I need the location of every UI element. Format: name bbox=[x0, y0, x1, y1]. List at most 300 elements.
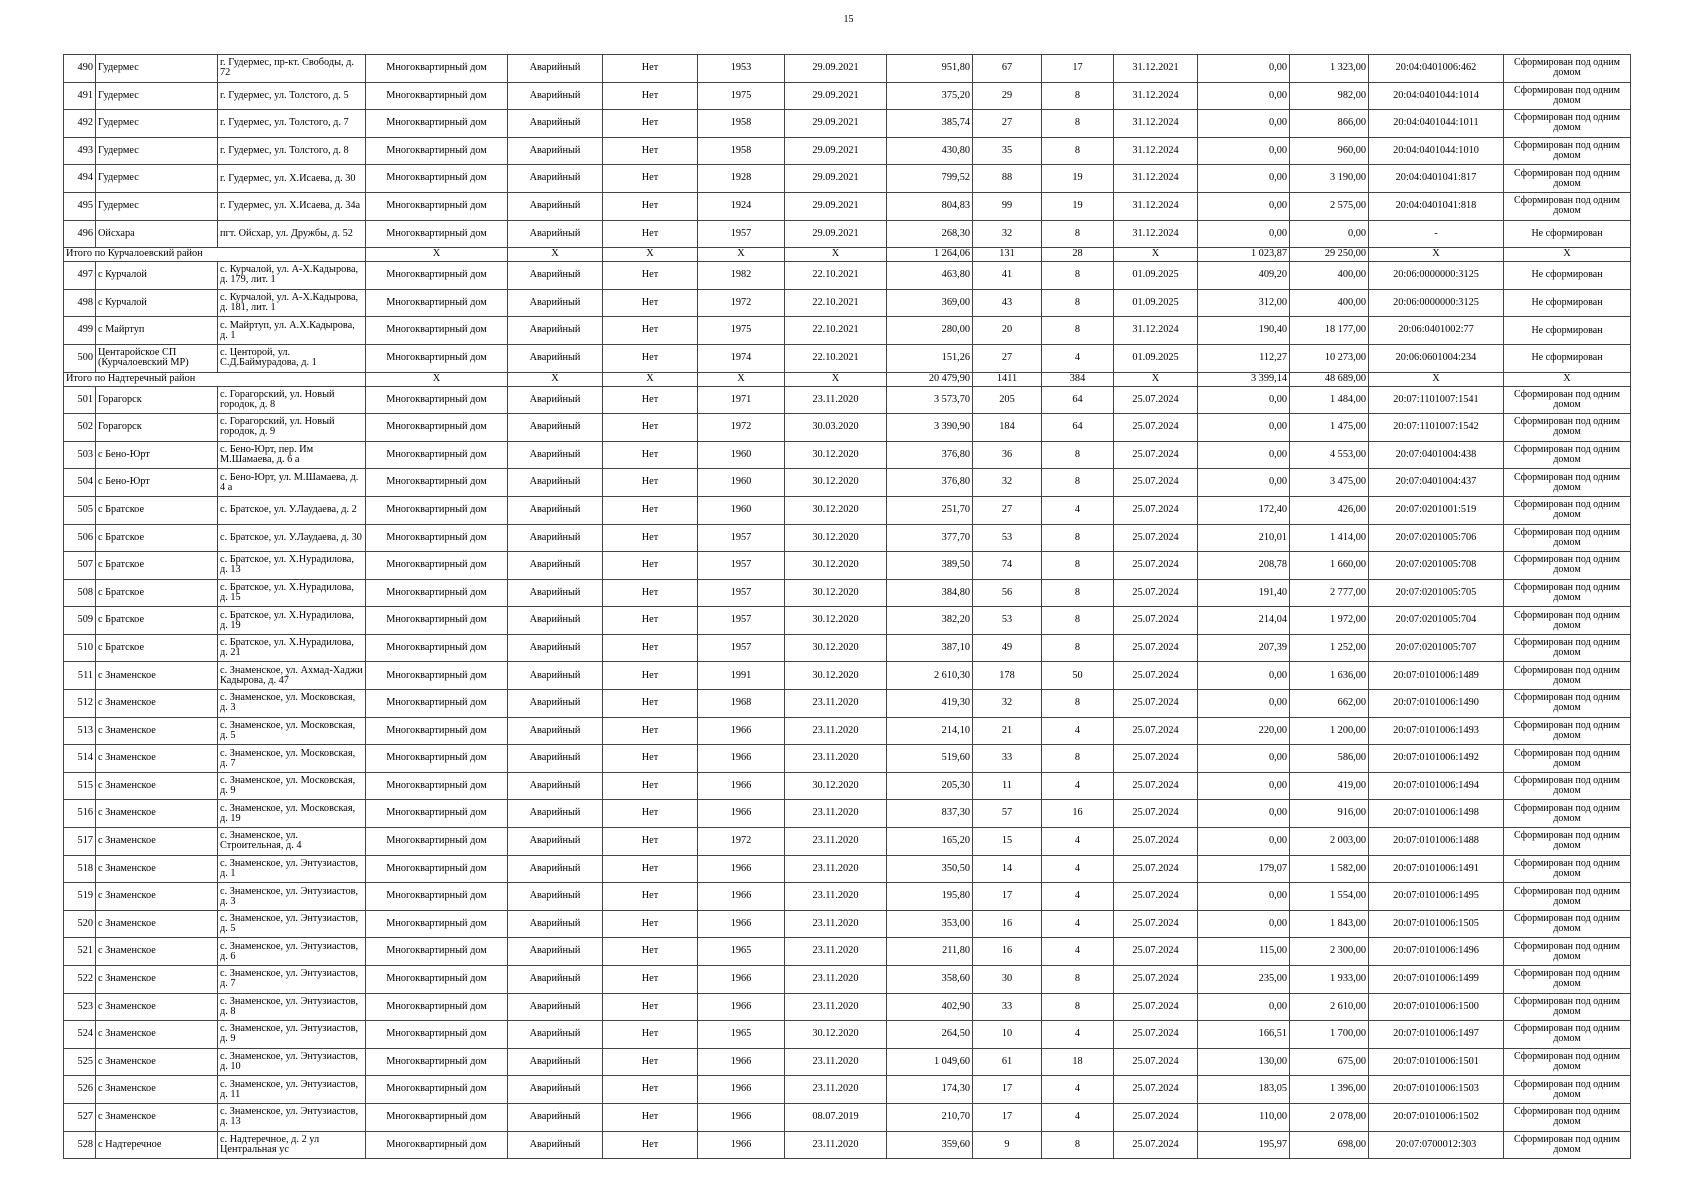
cell-area: 375,20 bbox=[887, 82, 973, 110]
total-area: 1 264,06 bbox=[887, 248, 973, 262]
table-row bbox=[64, 441, 1631, 469]
cell-building-type: Многоквартирный дом bbox=[366, 993, 508, 1021]
cell-recognition-date: 29.09.2021 bbox=[785, 192, 887, 220]
cell-land-status: Сформирован под одним домом bbox=[1504, 938, 1631, 966]
cell-value-1: 166,51 bbox=[1198, 1021, 1290, 1049]
cell-value-2: 1 554,00 bbox=[1290, 883, 1369, 911]
cell-value-1: 0,00 bbox=[1198, 220, 1290, 248]
cell-construction-year: 1958 bbox=[698, 137, 785, 165]
cell-building-type: Многоквартирный дом bbox=[366, 662, 508, 690]
cell-construction-year: 1957 bbox=[698, 220, 785, 248]
cell-row-number: 518 bbox=[64, 855, 96, 883]
cell-cadastral-number: 20:07:0101006:1494 bbox=[1369, 772, 1504, 800]
cell-address: с. Знаменское, ул. Энтузиастов, д. 3 bbox=[218, 883, 366, 911]
cell-apartments: 4 bbox=[1042, 938, 1114, 966]
cell-land-status: Сформирован под одним домом bbox=[1504, 772, 1631, 800]
cell-settlement: Гудермес bbox=[96, 110, 218, 138]
cell-value-2: 960,00 bbox=[1290, 137, 1369, 165]
cell-land-status: Сформирован под одним домом bbox=[1504, 579, 1631, 607]
cell-resettlement-deadline: 31.12.2024 bbox=[1114, 317, 1198, 345]
cell-flag: Нет bbox=[603, 524, 698, 552]
cell-value-2: 1 582,00 bbox=[1290, 855, 1369, 883]
cell-row-number: 523 bbox=[64, 993, 96, 1021]
cell-value-2: 916,00 bbox=[1290, 800, 1369, 828]
cell-recognition-date: 23.11.2020 bbox=[785, 883, 887, 911]
cell-condition: Аварийный bbox=[508, 690, 603, 718]
cell-address: с. Знаменское, ул. Московская, д. 19 bbox=[218, 800, 366, 828]
cell-apartments: 8 bbox=[1042, 966, 1114, 994]
cell-resettlement-deadline: 25.07.2024 bbox=[1114, 828, 1198, 856]
cell-cadastral-number: 20:07:0101006:1493 bbox=[1369, 717, 1504, 745]
total-area: 20 479,90 bbox=[887, 372, 973, 386]
cell-row-number: 509 bbox=[64, 607, 96, 635]
cell-recognition-date: 22.10.2021 bbox=[785, 289, 887, 317]
cell-residents: 33 bbox=[973, 745, 1042, 773]
cell-construction-year: 1960 bbox=[698, 441, 785, 469]
cell-cadastral-number: 20:07:0101006:1498 bbox=[1369, 800, 1504, 828]
cell-cadastral-number: 20:04:0401041:817 bbox=[1369, 165, 1504, 193]
table-row bbox=[64, 192, 1631, 220]
cell-building-type: Многоквартирный дом bbox=[366, 220, 508, 248]
cell-area: 195,80 bbox=[887, 883, 973, 911]
total-recognition-date: X bbox=[785, 372, 887, 386]
cell-value-1: 0,00 bbox=[1198, 82, 1290, 110]
cell-resettlement-deadline: 25.07.2024 bbox=[1114, 690, 1198, 718]
cell-recognition-date: 22.10.2021 bbox=[785, 262, 887, 290]
cell-condition: Аварийный bbox=[508, 165, 603, 193]
cell-area: 385,74 bbox=[887, 110, 973, 138]
cell-settlement: с Знаменское bbox=[96, 966, 218, 994]
cell-recognition-date: 29.09.2021 bbox=[785, 165, 887, 193]
cell-recognition-date: 30.12.2020 bbox=[785, 496, 887, 524]
cell-recognition-date: 30.12.2020 bbox=[785, 634, 887, 662]
cell-value-1: 0,00 bbox=[1198, 165, 1290, 193]
total-cadastral-number: X bbox=[1369, 372, 1504, 386]
cell-apartments: 8 bbox=[1042, 317, 1114, 345]
cell-construction-year: 1991 bbox=[698, 662, 785, 690]
cell-residents: 33 bbox=[973, 993, 1042, 1021]
cell-construction-year: 1960 bbox=[698, 469, 785, 497]
cell-land-status: Сформирован под одним домом bbox=[1504, 910, 1631, 938]
cell-building-type: Многоквартирный дом bbox=[366, 855, 508, 883]
cell-settlement: Гудермес bbox=[96, 82, 218, 110]
cell-flag: Нет bbox=[603, 1048, 698, 1076]
cell-value-1: 0,00 bbox=[1198, 192, 1290, 220]
table-row bbox=[64, 137, 1631, 165]
cell-settlement: с Знаменское bbox=[96, 1021, 218, 1049]
cell-area: 174,30 bbox=[887, 1076, 973, 1104]
cell-address: пгт. Ойсхар, ул. Дружбы, д. 52 bbox=[218, 220, 366, 248]
cell-condition: Аварийный bbox=[508, 1131, 603, 1159]
district-total-row bbox=[64, 372, 1631, 386]
cell-flag: Нет bbox=[603, 262, 698, 290]
table-row bbox=[64, 800, 1631, 828]
cell-apartments: 8 bbox=[1042, 993, 1114, 1021]
table-row bbox=[64, 966, 1631, 994]
cell-settlement: Гудермес bbox=[96, 137, 218, 165]
cell-row-number: 519 bbox=[64, 883, 96, 911]
cell-apartments: 64 bbox=[1042, 414, 1114, 442]
table-row bbox=[64, 1076, 1631, 1104]
cell-area: 430,80 bbox=[887, 137, 973, 165]
cell-land-status: Не сформирован bbox=[1504, 262, 1631, 290]
cell-address: с. Знаменское, ул. Энтузиастов, д. 9 bbox=[218, 1021, 366, 1049]
cell-cadastral-number: 20:06:0000000:3125 bbox=[1369, 289, 1504, 317]
cell-cadastral-number: 20:07:0101006:1497 bbox=[1369, 1021, 1504, 1049]
cell-resettlement-deadline: 31.12.2024 bbox=[1114, 192, 1198, 220]
table-row bbox=[64, 855, 1631, 883]
cell-cadastral-number: - bbox=[1369, 220, 1504, 248]
cell-row-number: 503 bbox=[64, 441, 96, 469]
cell-flag: Нет bbox=[603, 82, 698, 110]
cell-resettlement-deadline: 25.07.2024 bbox=[1114, 717, 1198, 745]
cell-row-number: 510 bbox=[64, 634, 96, 662]
cell-building-type: Многоквартирный дом bbox=[366, 717, 508, 745]
cell-row-number: 506 bbox=[64, 524, 96, 552]
cell-row-number: 491 bbox=[64, 82, 96, 110]
cell-condition: Аварийный bbox=[508, 524, 603, 552]
cell-condition: Аварийный bbox=[508, 110, 603, 138]
cell-residents: 16 bbox=[973, 910, 1042, 938]
cell-cadastral-number: 20:07:0101006:1490 bbox=[1369, 690, 1504, 718]
cell-apartments: 8 bbox=[1042, 262, 1114, 290]
table-row bbox=[64, 993, 1631, 1021]
cell-recognition-date: 30.12.2020 bbox=[785, 579, 887, 607]
cell-value-2: 1 323,00 bbox=[1290, 55, 1369, 83]
cell-value-2: 1 700,00 bbox=[1290, 1021, 1369, 1049]
cell-building-type: Многоквартирный дом bbox=[366, 110, 508, 138]
cell-building-type: Многоквартирный дом bbox=[366, 386, 508, 414]
cell-value-2: 3 190,00 bbox=[1290, 165, 1369, 193]
cell-address: с. Знаменское, ул. Строительная, д. 4 bbox=[218, 828, 366, 856]
cell-construction-year: 1966 bbox=[698, 772, 785, 800]
total-construction-year: X bbox=[698, 372, 785, 386]
cell-residents: 27 bbox=[973, 344, 1042, 372]
cell-residents: 9 bbox=[973, 1131, 1042, 1159]
table-row bbox=[64, 828, 1631, 856]
cell-resettlement-deadline: 01.09.2025 bbox=[1114, 344, 1198, 372]
cell-apartments: 8 bbox=[1042, 552, 1114, 580]
cell-recognition-date: 23.11.2020 bbox=[785, 910, 887, 938]
cell-area: 382,20 bbox=[887, 607, 973, 635]
cell-resettlement-deadline: 25.07.2024 bbox=[1114, 800, 1198, 828]
cell-residents: 184 bbox=[973, 414, 1042, 442]
cell-condition: Аварийный bbox=[508, 192, 603, 220]
cell-value-2: 675,00 bbox=[1290, 1048, 1369, 1076]
cell-flag: Нет bbox=[603, 344, 698, 372]
table-row bbox=[64, 496, 1631, 524]
cell-recognition-date: 23.11.2020 bbox=[785, 386, 887, 414]
cell-recognition-date: 23.11.2020 bbox=[785, 1131, 887, 1159]
cell-recognition-date: 30.12.2020 bbox=[785, 662, 887, 690]
cell-construction-year: 1957 bbox=[698, 579, 785, 607]
cell-cadastral-number: 20:06:0401002:77 bbox=[1369, 317, 1504, 345]
cell-building-type: Многоквартирный дом bbox=[366, 1076, 508, 1104]
cell-recognition-date: 30.12.2020 bbox=[785, 552, 887, 580]
cell-residents: 21 bbox=[973, 717, 1042, 745]
cell-value-2: 1 484,00 bbox=[1290, 386, 1369, 414]
cell-apartments: 4 bbox=[1042, 910, 1114, 938]
cell-address: г. Гудермес, пр-кт. Свободы, д. 72 bbox=[218, 55, 366, 83]
cell-area: 264,50 bbox=[887, 1021, 973, 1049]
cell-value-1: 0,00 bbox=[1198, 910, 1290, 938]
cell-cadastral-number: 20:07:1101007:1542 bbox=[1369, 414, 1504, 442]
cell-building-type: Многоквартирный дом bbox=[366, 414, 508, 442]
cell-value-2: 419,00 bbox=[1290, 772, 1369, 800]
cell-flag: Нет bbox=[603, 828, 698, 856]
cell-flag: Нет bbox=[603, 1103, 698, 1131]
cell-construction-year: 1924 bbox=[698, 192, 785, 220]
cell-resettlement-deadline: 25.07.2024 bbox=[1114, 386, 1198, 414]
table-row bbox=[64, 82, 1631, 110]
cell-apartments: 4 bbox=[1042, 828, 1114, 856]
cell-flag: Нет bbox=[603, 496, 698, 524]
cell-apartments: 8 bbox=[1042, 469, 1114, 497]
cell-cadastral-number: 20:07:0201005:705 bbox=[1369, 579, 1504, 607]
cell-row-number: 525 bbox=[64, 1048, 96, 1076]
cell-settlement: с Братское bbox=[96, 524, 218, 552]
cell-resettlement-deadline: 31.12.2021 bbox=[1114, 55, 1198, 83]
cell-area: 280,00 bbox=[887, 317, 973, 345]
cell-condition: Аварийный bbox=[508, 262, 603, 290]
cell-row-number: 511 bbox=[64, 662, 96, 690]
cell-resettlement-deadline: 31.12.2024 bbox=[1114, 110, 1198, 138]
cell-cadastral-number: 20:07:1101007:1541 bbox=[1369, 386, 1504, 414]
table-row bbox=[64, 414, 1631, 442]
table-row bbox=[64, 469, 1631, 497]
cell-building-type: Многоквартирный дом bbox=[366, 262, 508, 290]
cell-land-status: Не сформирован bbox=[1504, 220, 1631, 248]
cell-residents: 178 bbox=[973, 662, 1042, 690]
cell-row-number: 493 bbox=[64, 137, 96, 165]
cell-recognition-date: 23.11.2020 bbox=[785, 828, 887, 856]
table-row bbox=[64, 524, 1631, 552]
cell-land-status: Сформирован под одним домом bbox=[1504, 82, 1631, 110]
cell-value-1: 0,00 bbox=[1198, 441, 1290, 469]
cell-address: с. Знаменское, ул. Энтузиастов, д. 10 bbox=[218, 1048, 366, 1076]
cell-recognition-date: 23.11.2020 bbox=[785, 993, 887, 1021]
cell-resettlement-deadline: 25.07.2024 bbox=[1114, 469, 1198, 497]
cell-recognition-date: 30.12.2020 bbox=[785, 772, 887, 800]
cell-cadastral-number: 20:07:0101006:1491 bbox=[1369, 855, 1504, 883]
cell-apartments: 8 bbox=[1042, 82, 1114, 110]
cell-area: 951,80 bbox=[887, 55, 973, 83]
cell-cadastral-number: 20:06:0000000:3125 bbox=[1369, 262, 1504, 290]
cell-settlement: с Братское bbox=[96, 496, 218, 524]
cell-resettlement-deadline: 25.07.2024 bbox=[1114, 552, 1198, 580]
cell-recognition-date: 23.11.2020 bbox=[785, 800, 887, 828]
total-recognition-date: X bbox=[785, 248, 887, 262]
cell-value-2: 2 300,00 bbox=[1290, 938, 1369, 966]
cell-construction-year: 1972 bbox=[698, 828, 785, 856]
cell-residents: 53 bbox=[973, 524, 1042, 552]
cell-row-number: 521 bbox=[64, 938, 96, 966]
cell-land-status: Сформирован под одним домом bbox=[1504, 993, 1631, 1021]
cell-residents: 57 bbox=[973, 800, 1042, 828]
cell-settlement: с Знаменское bbox=[96, 1076, 218, 1104]
cell-building-type: Многоквартирный дом bbox=[366, 82, 508, 110]
cell-value-2: 2 777,00 bbox=[1290, 579, 1369, 607]
cell-cadastral-number: 20:04:0401044:1011 bbox=[1369, 110, 1504, 138]
total-condition: X bbox=[508, 372, 603, 386]
cell-recognition-date: 29.09.2021 bbox=[785, 110, 887, 138]
cell-settlement: с Братское bbox=[96, 552, 218, 580]
table-row bbox=[64, 690, 1631, 718]
cell-apartments: 4 bbox=[1042, 855, 1114, 883]
cell-building-type: Многоквартирный дом bbox=[366, 469, 508, 497]
cell-building-type: Многоквартирный дом bbox=[366, 137, 508, 165]
cell-condition: Аварийный bbox=[508, 441, 603, 469]
cell-recognition-date: 22.10.2021 bbox=[785, 344, 887, 372]
cell-row-number: 494 bbox=[64, 165, 96, 193]
cell-land-status: Сформирован под одним домом bbox=[1504, 662, 1631, 690]
cell-address: с. Знаменское, ул. Московская, д. 5 bbox=[218, 717, 366, 745]
cell-value-2: 1 252,00 bbox=[1290, 634, 1369, 662]
cell-construction-year: 1966 bbox=[698, 910, 785, 938]
cell-building-type: Многоквартирный дом bbox=[366, 55, 508, 83]
cell-building-type: Многоквартирный дом bbox=[366, 192, 508, 220]
cell-residents: 36 bbox=[973, 441, 1042, 469]
cell-value-1: 0,00 bbox=[1198, 828, 1290, 856]
cell-flag: Нет bbox=[603, 717, 698, 745]
table-row bbox=[64, 55, 1631, 83]
cell-area: 350,50 bbox=[887, 855, 973, 883]
cell-land-status: Сформирован под одним домом bbox=[1504, 110, 1631, 138]
cell-land-status: Сформирован под одним домом bbox=[1504, 386, 1631, 414]
cell-apartments: 16 bbox=[1042, 800, 1114, 828]
cell-area: 519,60 bbox=[887, 745, 973, 773]
cell-settlement: Гудермес bbox=[96, 192, 218, 220]
cell-value-1: 0,00 bbox=[1198, 800, 1290, 828]
cell-land-status: Сформирован под одним домом bbox=[1504, 1076, 1631, 1104]
cell-resettlement-deadline: 31.12.2024 bbox=[1114, 82, 1198, 110]
cell-building-type: Многоквартирный дом bbox=[366, 607, 508, 635]
cell-flag: Нет bbox=[603, 469, 698, 497]
cell-address: с. Знаменское, ул. Энтузиастов, д. 7 bbox=[218, 966, 366, 994]
cell-land-status: Сформирован под одним домом bbox=[1504, 745, 1631, 773]
cell-cadastral-number: 20:07:0201005:704 bbox=[1369, 607, 1504, 635]
cell-address: с. Братское, ул. Х.Нурадилова, д. 19 bbox=[218, 607, 366, 635]
cell-settlement: с Курчалой bbox=[96, 262, 218, 290]
cell-construction-year: 1965 bbox=[698, 938, 785, 966]
cell-condition: Аварийный bbox=[508, 55, 603, 83]
cell-area: 151,26 bbox=[887, 344, 973, 372]
cell-area: 3 573,70 bbox=[887, 386, 973, 414]
cell-cadastral-number: 20:07:0401004:437 bbox=[1369, 469, 1504, 497]
cell-value-2: 1 636,00 bbox=[1290, 662, 1369, 690]
cell-cadastral-number: 20:07:0101006:1496 bbox=[1369, 938, 1504, 966]
cell-flag: Нет bbox=[603, 772, 698, 800]
cell-resettlement-deadline: 01.09.2025 bbox=[1114, 262, 1198, 290]
cell-flag: Нет bbox=[603, 855, 698, 883]
cell-settlement: с Курчалой bbox=[96, 289, 218, 317]
cell-recognition-date: 23.11.2020 bbox=[785, 745, 887, 773]
cell-value-2: 2 003,00 bbox=[1290, 828, 1369, 856]
total-residents: 131 bbox=[973, 248, 1042, 262]
table-row bbox=[64, 289, 1631, 317]
cell-settlement: Горагорск bbox=[96, 414, 218, 442]
cell-cadastral-number: 20:07:0101006:1502 bbox=[1369, 1103, 1504, 1131]
cell-apartments: 64 bbox=[1042, 386, 1114, 414]
cell-cadastral-number: 20:04:0401044:1010 bbox=[1369, 137, 1504, 165]
cell-address: с. Майртуп, ул. А.Х.Кадырова, д. 1 bbox=[218, 317, 366, 345]
cell-settlement: с Братское bbox=[96, 607, 218, 635]
cell-land-status: Сформирован под одним домом bbox=[1504, 607, 1631, 635]
cell-recognition-date: 29.09.2021 bbox=[785, 220, 887, 248]
cell-condition: Аварийный bbox=[508, 82, 603, 110]
cell-residents: 32 bbox=[973, 690, 1042, 718]
cell-recognition-date: 23.11.2020 bbox=[785, 690, 887, 718]
cell-resettlement-deadline: 25.07.2024 bbox=[1114, 883, 1198, 911]
cell-row-number: 498 bbox=[64, 289, 96, 317]
cell-recognition-date: 30.12.2020 bbox=[785, 1021, 887, 1049]
cell-resettlement-deadline: 25.07.2024 bbox=[1114, 524, 1198, 552]
cell-residents: 32 bbox=[973, 469, 1042, 497]
cell-land-status: Сформирован под одним домом bbox=[1504, 192, 1631, 220]
total-resettlement-deadline: X bbox=[1114, 248, 1198, 262]
cell-resettlement-deadline: 25.07.2024 bbox=[1114, 1048, 1198, 1076]
cell-row-number: 500 bbox=[64, 344, 96, 372]
cell-building-type: Многоквартирный дом bbox=[366, 496, 508, 524]
cell-address: г. Гудермес, ул. Толстого, д. 8 bbox=[218, 137, 366, 165]
cell-settlement: с Знаменское bbox=[96, 828, 218, 856]
cell-apartments: 8 bbox=[1042, 110, 1114, 138]
cell-apartments: 19 bbox=[1042, 192, 1114, 220]
cell-condition: Аварийный bbox=[508, 496, 603, 524]
cell-residents: 74 bbox=[973, 552, 1042, 580]
total-condition: X bbox=[508, 248, 603, 262]
cell-construction-year: 1975 bbox=[698, 317, 785, 345]
cell-value-1: 0,00 bbox=[1198, 883, 1290, 911]
cell-recognition-date: 30.12.2020 bbox=[785, 469, 887, 497]
cell-condition: Аварийный bbox=[508, 414, 603, 442]
cell-settlement: с Бено-Юрт bbox=[96, 441, 218, 469]
cell-construction-year: 1972 bbox=[698, 414, 785, 442]
cell-settlement: с Знаменское bbox=[96, 938, 218, 966]
cell-building-type: Многоквартирный дом bbox=[366, 1048, 508, 1076]
cell-building-type: Многоквартирный дом bbox=[366, 1131, 508, 1159]
cell-construction-year: 1966 bbox=[698, 717, 785, 745]
cell-settlement: с Знаменское bbox=[96, 745, 218, 773]
cell-settlement: Гудермес bbox=[96, 165, 218, 193]
cell-settlement: с Знаменское bbox=[96, 993, 218, 1021]
cell-land-status: Сформирован под одним домом bbox=[1504, 634, 1631, 662]
cell-land-status: Сформирован под одним домом bbox=[1504, 883, 1631, 911]
cell-value-1: 220,00 bbox=[1198, 717, 1290, 745]
cell-resettlement-deadline: 25.07.2024 bbox=[1114, 607, 1198, 635]
cell-value-2: 662,00 bbox=[1290, 690, 1369, 718]
total-building-type: X bbox=[366, 372, 508, 386]
cell-area: 402,90 bbox=[887, 993, 973, 1021]
cell-value-2: 698,00 bbox=[1290, 1131, 1369, 1159]
cell-condition: Аварийный bbox=[508, 137, 603, 165]
cell-area: 376,80 bbox=[887, 441, 973, 469]
cell-area: 3 390,90 bbox=[887, 414, 973, 442]
cell-flag: Нет bbox=[603, 1076, 698, 1104]
cell-condition: Аварийный bbox=[508, 289, 603, 317]
cell-area: 211,80 bbox=[887, 938, 973, 966]
cell-flag: Нет bbox=[603, 883, 698, 911]
cell-apartments: 50 bbox=[1042, 662, 1114, 690]
cell-apartments: 8 bbox=[1042, 607, 1114, 635]
cell-address: с. Братское, ул. Х.Нурадилова, д. 13 bbox=[218, 552, 366, 580]
cell-row-number: 508 bbox=[64, 579, 96, 607]
cell-land-status: Сформирован под одним домом bbox=[1504, 414, 1631, 442]
cell-residents: 56 bbox=[973, 579, 1042, 607]
cell-value-1: 0,00 bbox=[1198, 137, 1290, 165]
cell-recognition-date: 30.12.2020 bbox=[785, 524, 887, 552]
cell-row-number: 526 bbox=[64, 1076, 96, 1104]
